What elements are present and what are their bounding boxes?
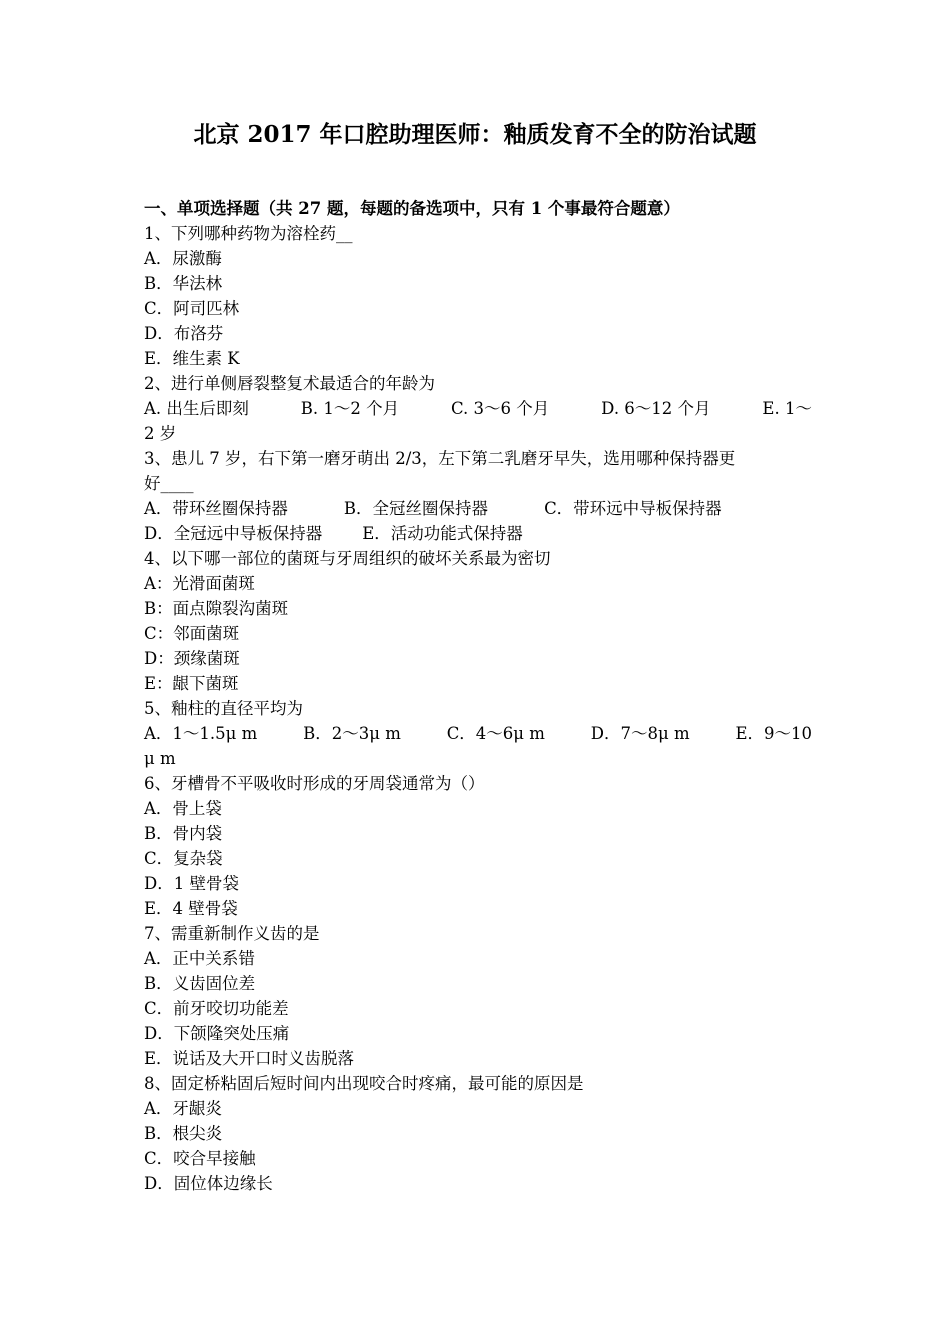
answer-option: D. 6～12 个月 <box>601 399 711 418</box>
answer-option: B：面点隙裂沟菌斑 <box>144 599 289 618</box>
answer-option: D．全冠远中导板保持器 <box>144 524 323 543</box>
answer-option: E．说话及大开口时义齿脱落 <box>144 1049 355 1068</box>
answer-option-continuation: μ m <box>144 749 176 768</box>
answer-option: A．带环丝圈保持器 <box>144 499 288 518</box>
answer-option: C. 3～6 个月 <box>451 399 550 418</box>
answer-options-row <box>144 721 812 746</box>
answer-option: E．活动功能式保持器 <box>362 524 523 543</box>
answer-option: C．4～6μ m <box>446 724 545 743</box>
answer-option: A．正中关系错 <box>144 949 255 968</box>
answer-option: D．7～8μ m <box>590 724 690 743</box>
answer-option: E. 1～ <box>762 399 812 418</box>
answer-option: E．9～10 <box>735 724 812 743</box>
question-stem: 7、需重新制作义齿的是 <box>144 924 320 943</box>
question-stem: 5、釉柱的直径平均为 <box>144 699 303 718</box>
question-stem: 8、固定桥粘固后短时间内出现咬合时疼痛，最可能的原因是 <box>144 1074 584 1093</box>
answer-options-row <box>144 496 812 521</box>
answer-option: D．固位体边缘长 <box>144 1174 273 1193</box>
answer-option: D．1 壁骨袋 <box>144 874 239 893</box>
question-stem: 6、牙槽骨不平吸收时形成的牙周袋通常为（） <box>144 774 485 793</box>
answer-options-row <box>144 521 812 546</box>
answer-option: C．前牙咬切功能差 <box>144 999 289 1018</box>
answer-option: B．骨内袋 <box>144 824 223 843</box>
answer-option: D．布洛芬 <box>144 324 224 343</box>
answer-option: E．4 壁骨袋 <box>144 899 238 918</box>
answer-option: B．根尖炎 <box>144 1124 223 1143</box>
answer-option: C．带环远中导板保持器 <box>544 499 722 518</box>
answer-option: C：邻面菌斑 <box>144 624 240 643</box>
question-stem: 4、以下哪一部位的菌斑与牙周组织的破坏关系最为密切 <box>144 549 551 568</box>
answer-option: B．华法林 <box>144 274 223 293</box>
answer-option: C．复杂袋 <box>144 849 223 868</box>
answer-option-continuation: 2 岁 <box>144 424 177 443</box>
answer-option: E：龈下菌斑 <box>144 674 239 693</box>
answer-option: B．2～3μ m <box>303 724 401 743</box>
answer-option: A．骨上袋 <box>144 799 222 818</box>
answer-option: A：光滑面菌斑 <box>144 574 255 593</box>
answer-option: C．咬合早接触 <box>144 1149 256 1168</box>
answer-option: D．下颌隆突处压痛 <box>144 1024 290 1043</box>
question-stem: 3、患儿 7 岁，右下第一磨牙萌出 2/3，左下第二乳磨牙早失，选用哪种保持器更 <box>144 449 736 468</box>
answer-option: C．阿司匹林 <box>144 299 240 318</box>
answer-option: A．1～1.5μ m <box>144 724 258 743</box>
answer-option: A. 出生后即刻 <box>144 399 249 418</box>
answer-option: A．尿激酶 <box>144 249 222 268</box>
question-stem: 2、进行单侧唇裂整复术最适合的年龄为 <box>144 374 435 393</box>
answer-option: B. 1～2 个月 <box>300 399 400 418</box>
answer-option: B．义齿固位差 <box>144 974 256 993</box>
answer-option: D：颈缘菌斑 <box>144 649 240 668</box>
section-heading: 一、单项选择题（共 27 题，每题的备选项中，只有 1 个事最符合题意） <box>144 199 680 218</box>
answer-option: E．维生素 K <box>144 349 240 368</box>
question-stem: 1、下列哪种药物为溶栓药__ <box>144 224 353 243</box>
question-stem-continuation: 好____ <box>144 474 194 493</box>
answer-option: A．牙龈炎 <box>144 1099 222 1118</box>
document-body <box>144 196 812 1196</box>
answer-options-row <box>144 396 812 421</box>
document-title: 北京 2017 年口腔助理医师：釉质发育不全的防治试题 <box>193 121 757 148</box>
answer-option: B．全冠丝圈保持器 <box>343 499 489 518</box>
